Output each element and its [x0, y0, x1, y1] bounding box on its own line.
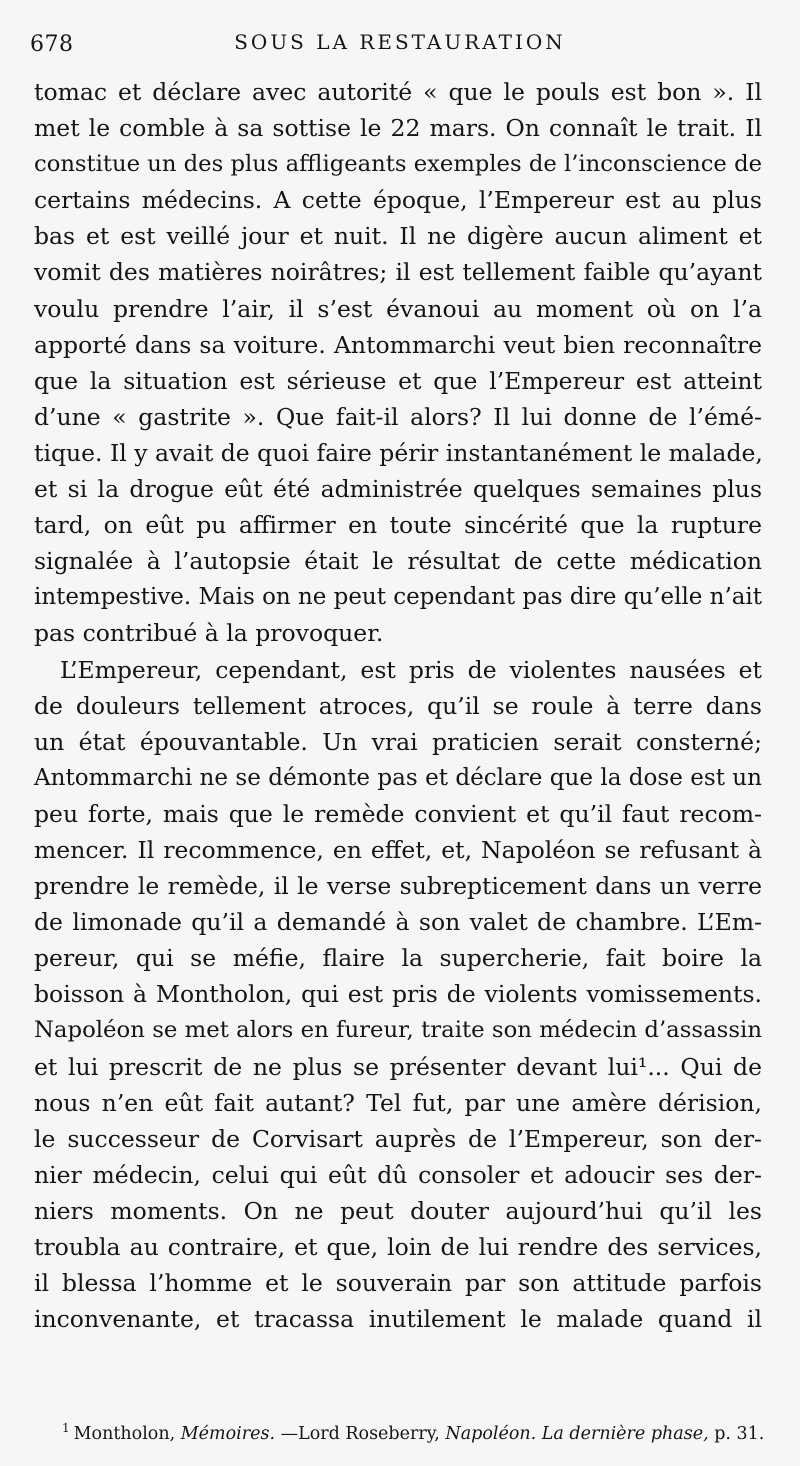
text-line: intempestive. Mais on ne peut cependant pas dire qu’elle n’ait — [34, 584, 762, 611]
text-line: le successeur de Corvisart auprès de l’Empereur, son der- — [34, 1124, 762, 1153]
text-line: voulu prendre l’air, il s’est évanoui au moment où on l’a — [34, 294, 762, 323]
text-line: nier médecin, celui qui eût dû consoler et adoucir ses der- — [34, 1160, 762, 1189]
text-line: apporté dans sa voiture. Antommarchi veut bien reconnaître — [34, 330, 762, 359]
text-line: certains médecins. A cette époque, l’Empereur est au plus — [34, 186, 762, 215]
text-line: pas contribué à la provoquer. — [34, 619, 384, 648]
footnote — [62, 1417, 772, 1445]
text-line: bas et est veillé jour et nuit. Il ne digère aucun aliment et — [34, 222, 762, 251]
body-text — [34, 74, 762, 1337]
text-line: vomit des matières noirâtres; il est tellement faible qu’ayant — [34, 258, 762, 287]
footnote-marker: 1 — [62, 1421, 70, 1435]
footnote-text: p. 31. — [708, 1423, 765, 1444]
text-line: et lui prescrit de ne plus se présenter devant lui¹... Qui de — [34, 1052, 762, 1081]
text-line: de douleurs tellement atroces, qu’il se roule à terre dans — [34, 691, 762, 720]
text-line: il blessa l’homme et le souverain par son attitude parfois — [34, 1269, 762, 1298]
text-line: nous n’en eût fait autant? Tel fut, par une amère dérision, — [34, 1088, 762, 1117]
text-line: que la situation est sérieuse et que l’Empereur est atteint — [34, 366, 762, 395]
text-line: Napoléon se met alors en fureur, traite son médecin d’assassin — [34, 1017, 762, 1044]
text-line: tique. Il y avait de quoi faire périr instantanément le malade, — [34, 438, 763, 467]
footnote-title: Napoléon. La dernière phase, — [445, 1423, 709, 1444]
text-line: Antommarchi ne se démonte pas et déclare que la dose est un — [34, 764, 762, 791]
footnote-text: —Lord Roseberry, — [275, 1423, 446, 1444]
text-line: de limonade qu’il a demandé à son valet de chambre. L’Em- — [34, 908, 762, 937]
text-line: signalée à l’autopsie était le résultat de cette médication — [34, 547, 762, 576]
text-line: niers moments. On ne peut douter aujourd’hui qu’il les — [34, 1196, 762, 1225]
text-line: pereur, qui se méfie, flaire la supercherie, fait boire la — [34, 944, 762, 973]
text-line: d’une « gastrite ». Que fait-il alors? Il lui donne de l’émé- — [34, 402, 762, 431]
footnote-text: Montholon, — [73, 1423, 181, 1444]
text-line: constitue un des plus affligeants exemples de l’inconscience de — [34, 151, 762, 178]
text-line: un état épouvantable. Un vrai praticien serait consterné; — [34, 727, 762, 756]
footnote-title: Mémoires. — [180, 1423, 276, 1444]
text-line: tard, on eût pu affirmer en toute sincérité que la rupture — [34, 511, 762, 540]
text-line: troubla au contraire, et que, loin de lui rendre des services, — [34, 1233, 762, 1261]
running-head: SOUS LA RESTAURATION — [234, 30, 566, 54]
text-line: L’Empereur, cependant, est pris de violentes nausées et — [60, 655, 762, 684]
text-line: prendre le remède, il le verse subrepticement dans un verre — [34, 872, 762, 901]
text-line: peu forte, mais que le remède convient et qu’il faut recom- — [34, 799, 762, 828]
text-line: tomac et déclare avec autorité « que le pouls est bon ». Il — [34, 78, 762, 106]
text-line: et si la drogue eût été administrée quelques semaines plus — [34, 475, 762, 504]
text-line: boisson à Montholon, qui est pris de violents vomissements. — [34, 980, 762, 1009]
text-line: mencer. Il recommence, en effet, et, Napoléon se refusant à — [34, 835, 762, 864]
text-line: inconvenante, et tracassa inutilement le malade quand il — [34, 1305, 762, 1334]
text-line: met le comble à sa sottise le 22 mars. On connaît le trait. Il — [34, 114, 762, 143]
page-number: 678 — [30, 32, 74, 57]
